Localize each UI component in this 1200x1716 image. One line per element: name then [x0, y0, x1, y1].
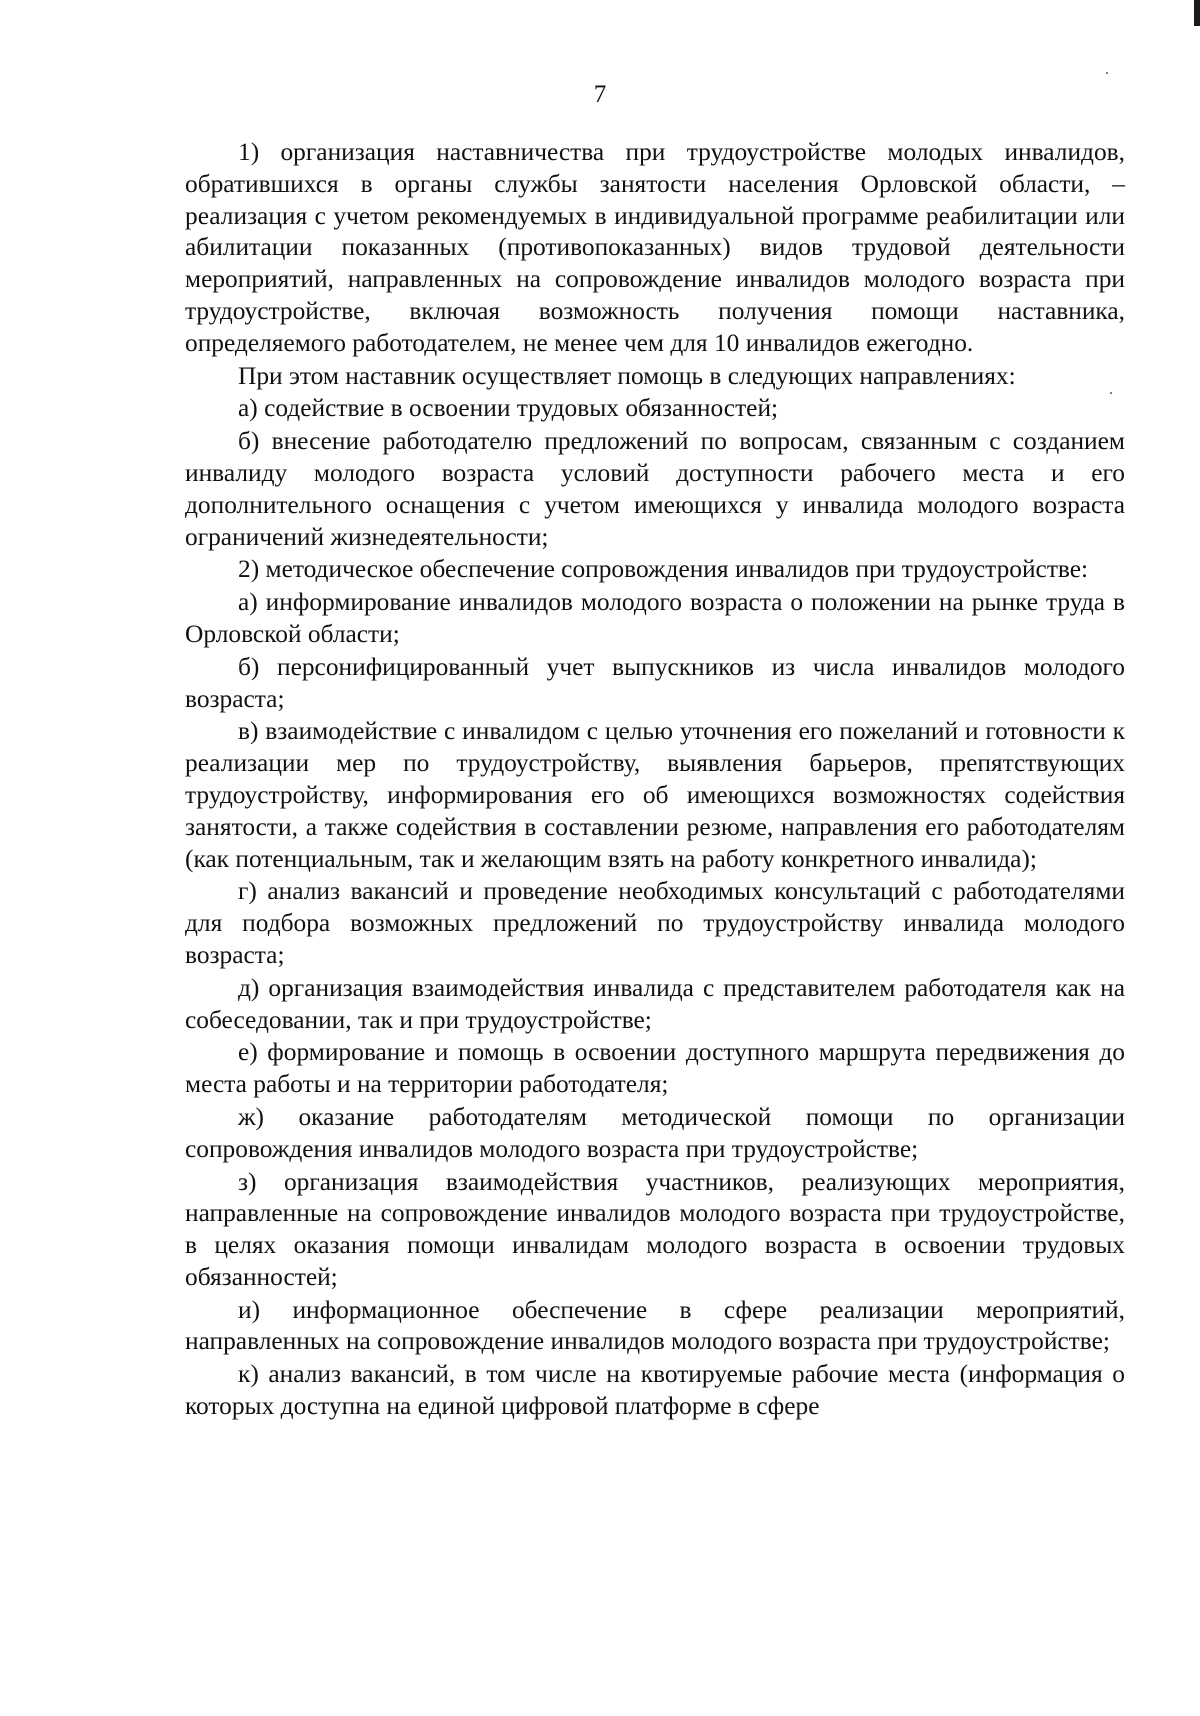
paragraph-15: к) анализ вакансий, в том числе на квотируемые рабочие места (информация о которых доступна на единой цифровой платформе в сфере [185, 1360, 1125, 1421]
scan-edge-mark [1194, 0, 1200, 26]
paragraph-13: з) организация взаимодействия участников, реализующих мероприятия, направленные на сопровождение инвалидов молодого возраста при трудоустройстве, в целях оказания помощи инвалидам молодого возраста в освоении трудовых обязанностей; [185, 1167, 1125, 1291]
paragraph-11: е) формирование и помощь в освоении доступного маршрута передвижения до места работы и на территории работодателя; [185, 1038, 1125, 1099]
page-number: 7 [593, 81, 607, 108]
paragraph-3: а) содействие в освоении трудовых обязанностей; [238, 394, 779, 423]
paragraph-6: а) информирование инвалидов молодого возраста о положении на рынке труда в Орловской области; [185, 588, 1125, 648]
paragraph-5: 2) методическое обеспечение сопровождения инвалидов при трудоустройстве: [238, 555, 1089, 584]
paragraph-4: б) внесение работодателю предложений по вопросам, связанным с созданием инвалиду молодого возраста условий доступности рабочего места и его дополнительного оснащения с учетом имеющихся у инвалида молодого возраста ограничений жизнедеятельности; [185, 427, 1125, 551]
paragraph-2: При этом наставник осуществляет помощь в следующих направлениях: [238, 361, 1016, 390]
paragraph-12: ж) оказание работодателям методической помощи по организации сопровождения инвалидов молодого возраста при трудоустройстве; [185, 1102, 1125, 1163]
paragraph-14: и) информационное обеспечение в сфере реализации мероприятий, направленных на сопровождение инвалидов молодого возраста при трудоустройстве; [185, 1295, 1125, 1356]
paragraph-8: в) взаимодействие с инвалидом с целью уточнения его пожеланий и готовности к реализации мер по трудоустройству, выявления барьеров, препятствующих трудоустройству, информирования его об имеющихся возможностях содействия занятости, а также содействия в составлении резюме, направления его работодателям (как потенциальным, так и желающим взять на работу конкретного инвалида); [185, 717, 1125, 873]
scan-speck [1106, 72, 1108, 74]
document-body [185, 137, 1125, 1424]
paragraph-9: г) анализ вакансий и проведение необходимых консультаций с работодателями для подбора возможных предложений по трудоустройству инвалида молодого возраста; [185, 877, 1125, 969]
paragraph-10: д) организация взаимодействия инвалида с представителем работодателя как на собеседовании, так и при трудоустройстве; [185, 973, 1125, 1034]
paragraph-1: 1) организация наставничества при трудоустройстве молодых инвалидов, обратившихся в органы службы занятости населения Орловской области, – реализация с учетом рекомендуемых в индивидуальной программе реабилитации или абилитации показанных (противопоказанных) видов трудовой деятельности мероприятий, направленных на сопровождение инвалидов молодого возраста при трудоустройстве, включая возможность получения помощи наставника, определяемого работодателем, не менее чем для 10 инвалидов ежегодно. [185, 138, 1125, 357]
paragraph-7: б) персонифицированный учет выпускников из числа инвалидов молодого возраста; [185, 652, 1125, 713]
